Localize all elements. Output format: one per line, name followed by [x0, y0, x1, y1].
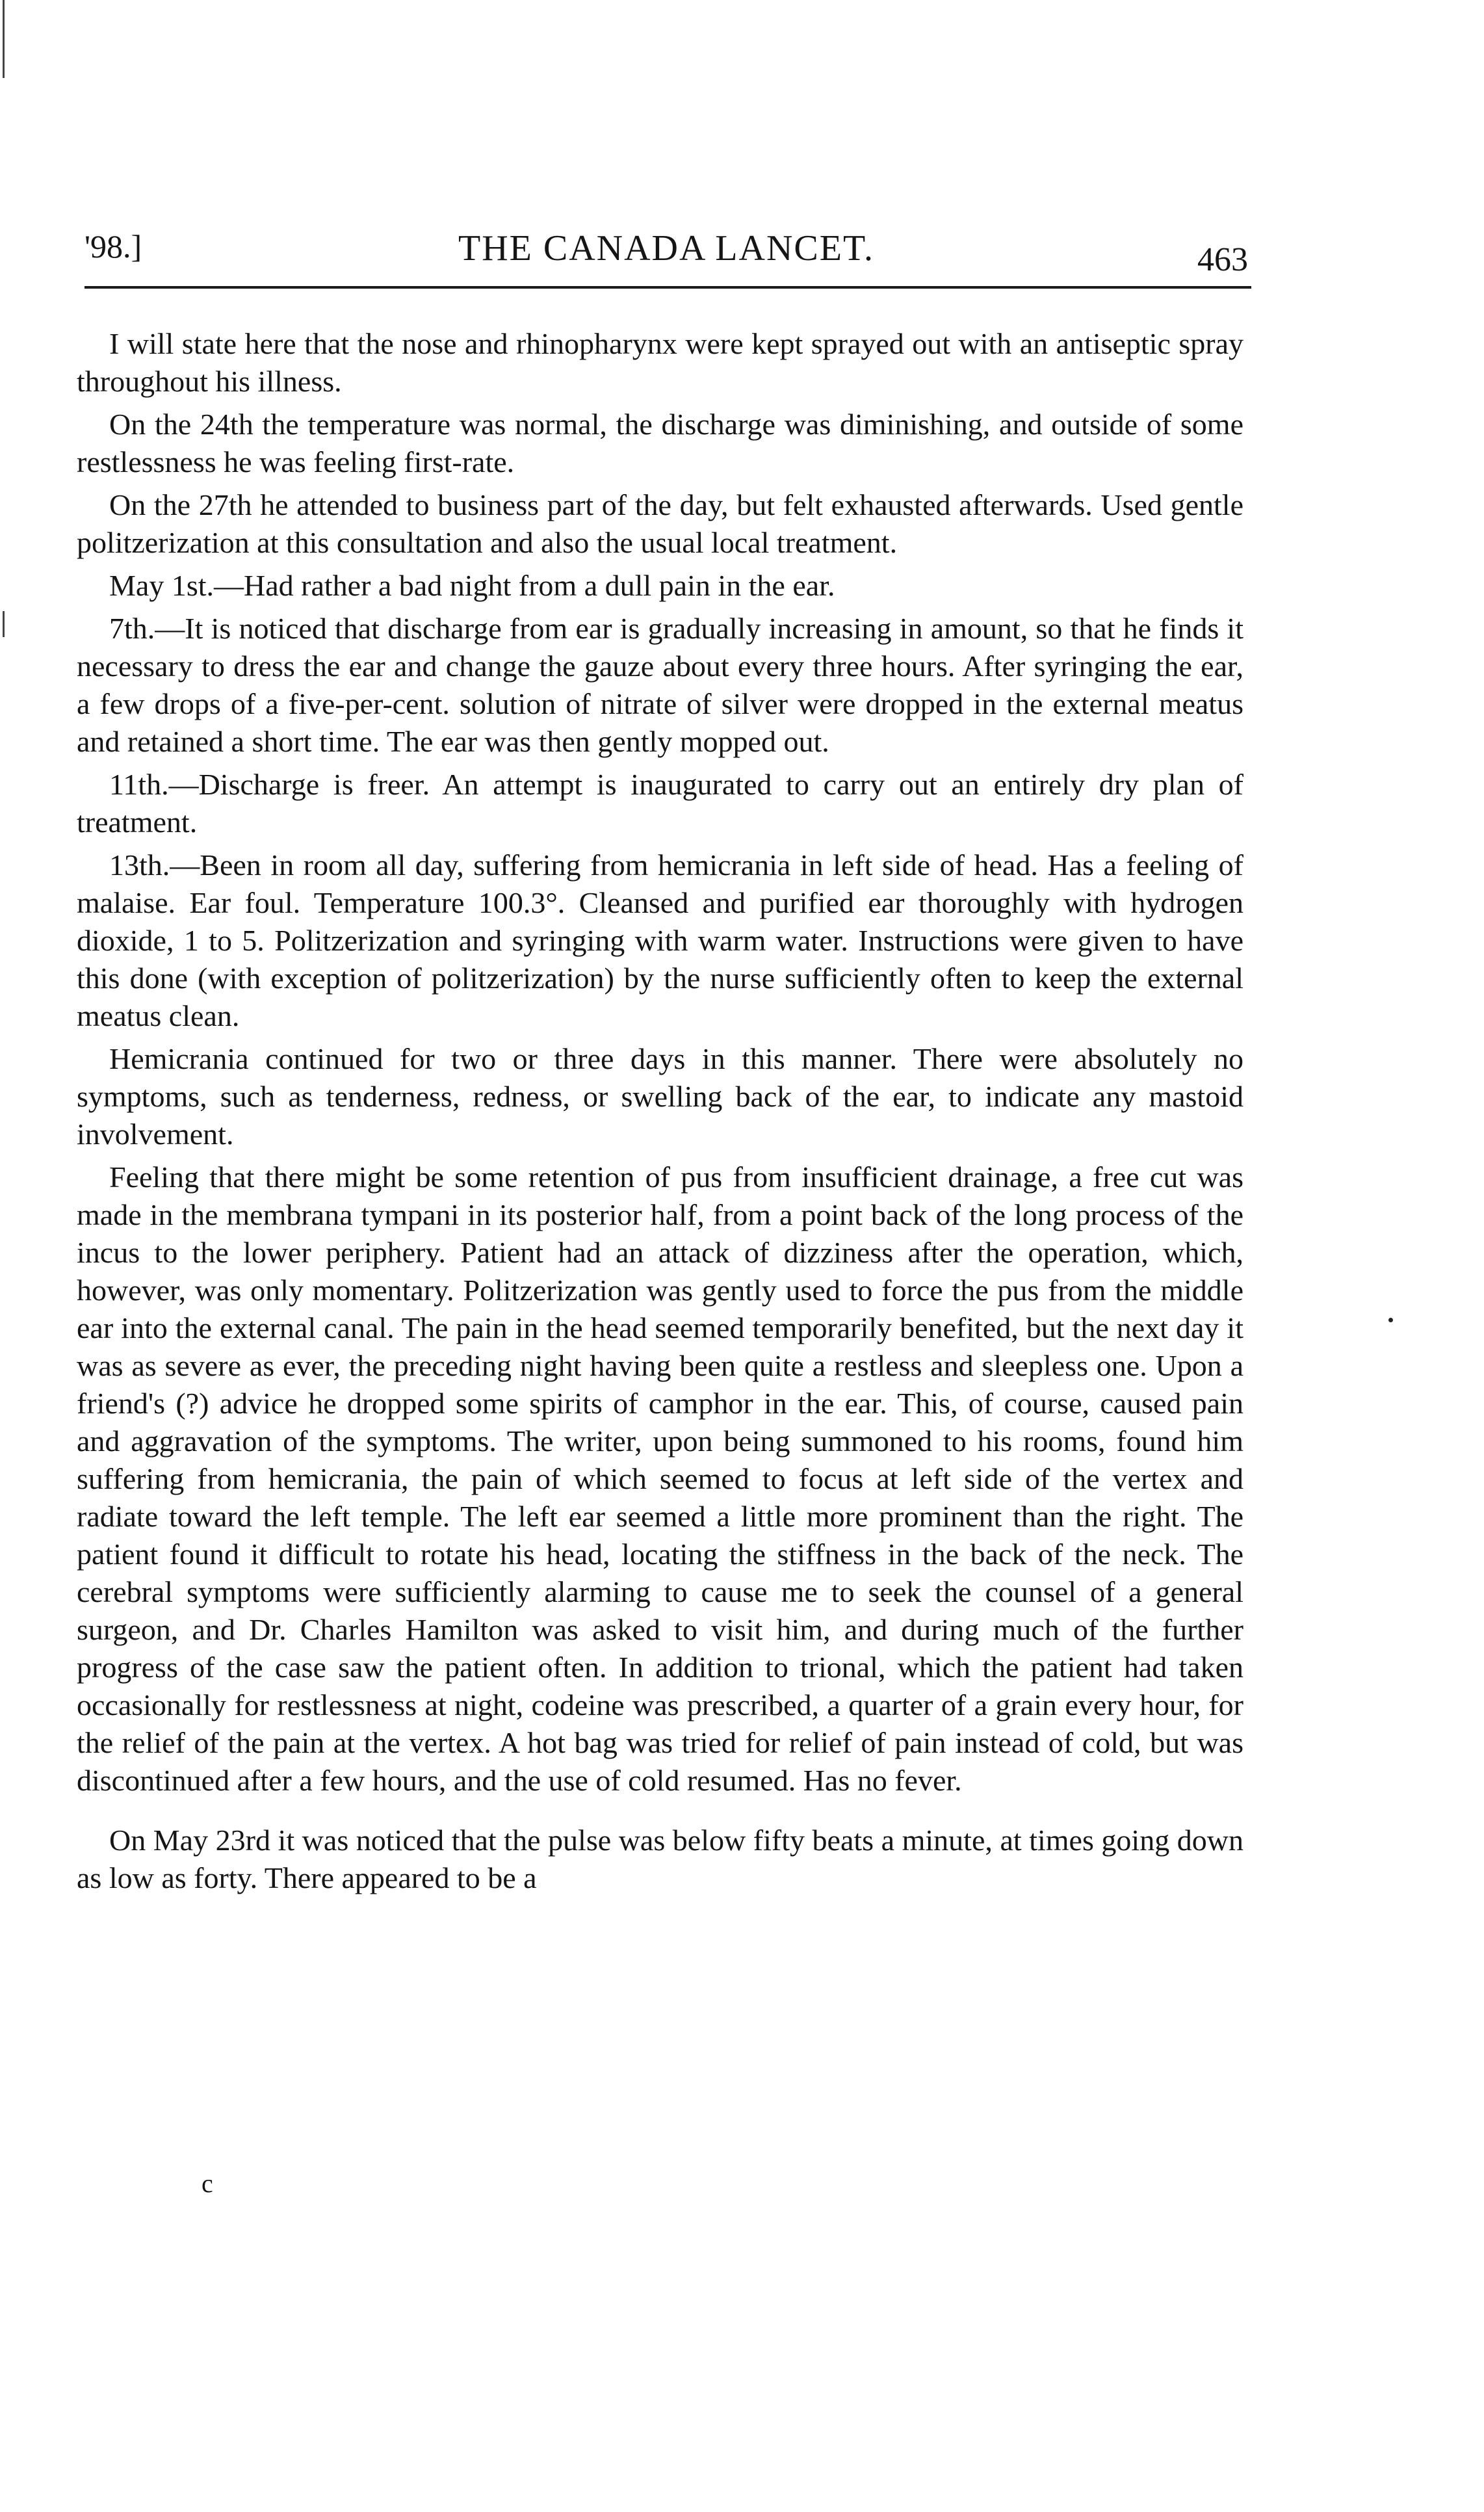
scan-edge-mark: [3, 611, 5, 637]
header-rule: [85, 286, 1251, 289]
volume-year: '98.]: [85, 228, 142, 265]
article-body: [77, 325, 1243, 1902]
scan-edge-mark: [3, 0, 5, 78]
paragraph: 11th.—Discharge is freer. An attempt is inaugurated to carry out an entirely dry plan of treatment.: [77, 768, 1243, 839]
paragraph: On the 24th the temperature was normal, the discharge was diminishing, and outside of some restlessness he was feeling first-rate.: [77, 408, 1243, 478]
paragraph: May 1st.—Had rather a bad night from a dull pain in the ear.: [109, 569, 835, 602]
paragraph: I will state here that the nose and rhinopharynx were kept sprayed out with an antiseptic spray throughout his illness.: [77, 327, 1243, 398]
running-header: [85, 228, 1248, 286]
margin-dot: [1388, 1318, 1393, 1322]
paragraph: Feeling that there might be some retention of pus from insufficient drainage, a free cut was made in the membrana tympani in its posterior half, from a point back of the long process of the incus to the lower periphery. Patient had an attack of dizziness after the operation, which, however, was only momentary. Politzerization was gently used to force the pus from the middle ear into the external canal. The pain in the head seemed temporarily benefited, but the next day it was as severe as ever, the preceding night having been quite a restless and sleepless one. Upon a friend's (?) advice he dropped some spirits of camphor in the ear. This, of course, caused pain and aggravation of the symptoms. The writer, upon being summoned to his rooms, found him suffering from hemicrania, the pain of which seemed to focus at left side of the vertex and radiate toward the left temple. The left ear seemed a little more prominent than the right. The patient found it difficult to rotate his head, locating the stiffness in the back of the neck. The cerebral symptoms were sufficiently alarming to cause me to seek the counsel of a general surgeon, and Dr. Charles Hamilton was asked to visit him, and during much of the further progress of the case saw the patient often. In addition to trional, which the patient had taken occasionally for restlessness at night, codeine was prescribed, a quarter of a grain every hour, for the relief of the pain at the vertex. A hot bag was tried for relief of pain instead of cold, but was discontinued after a few hours, and the use of cold resumed. Has no fever.: [77, 1160, 1243, 1797]
paragraph: On the 27th he attended to business part of the day, but felt exhausted afterwards. Used gentle politzerization at this consultation and also the usual local treatment.: [77, 488, 1243, 559]
paragraph: On May 23rd it was noticed that the pulse was below fifty beats a minute, at times going down as low as forty. There appeared to be a: [77, 1824, 1243, 1894]
paragraph: 7th.—It is noticed that discharge from ear is gradually increasing in amount, so that he finds it necessary to dress the ear and change the gauze about every three hours. After syringing the ear, a few drops of a five-per-cent. solution of nitrate of silver were dropped in the external meatus and retained a short time. The ear was then gently mopped out.: [77, 612, 1243, 758]
journal-title: THE CANADA LANCET.: [458, 228, 875, 268]
page-number: 463: [1197, 241, 1248, 278]
paragraph: Hemicrania continued for two or three days in this manner. There were absolutely no symptoms, such as tenderness, redness, or swelling back of the ear, to indicate any mastoid involvement.: [77, 1042, 1243, 1151]
paragraph: 13th.—Been in room all day, suffering from hemicrania in left side of head. Has a feeling of malaise. Ear foul. Temperature 100.3°. Cleansed and purified ear thoroughly with hydrogen dioxide, 1 to 5. Politzerization and syringing with warm water. Instructions were given to have this done (with exception of politzerization) by the nurse sufficiently often to keep the external meatus clean.: [77, 848, 1243, 1032]
signature-mark: c: [202, 2169, 213, 2198]
